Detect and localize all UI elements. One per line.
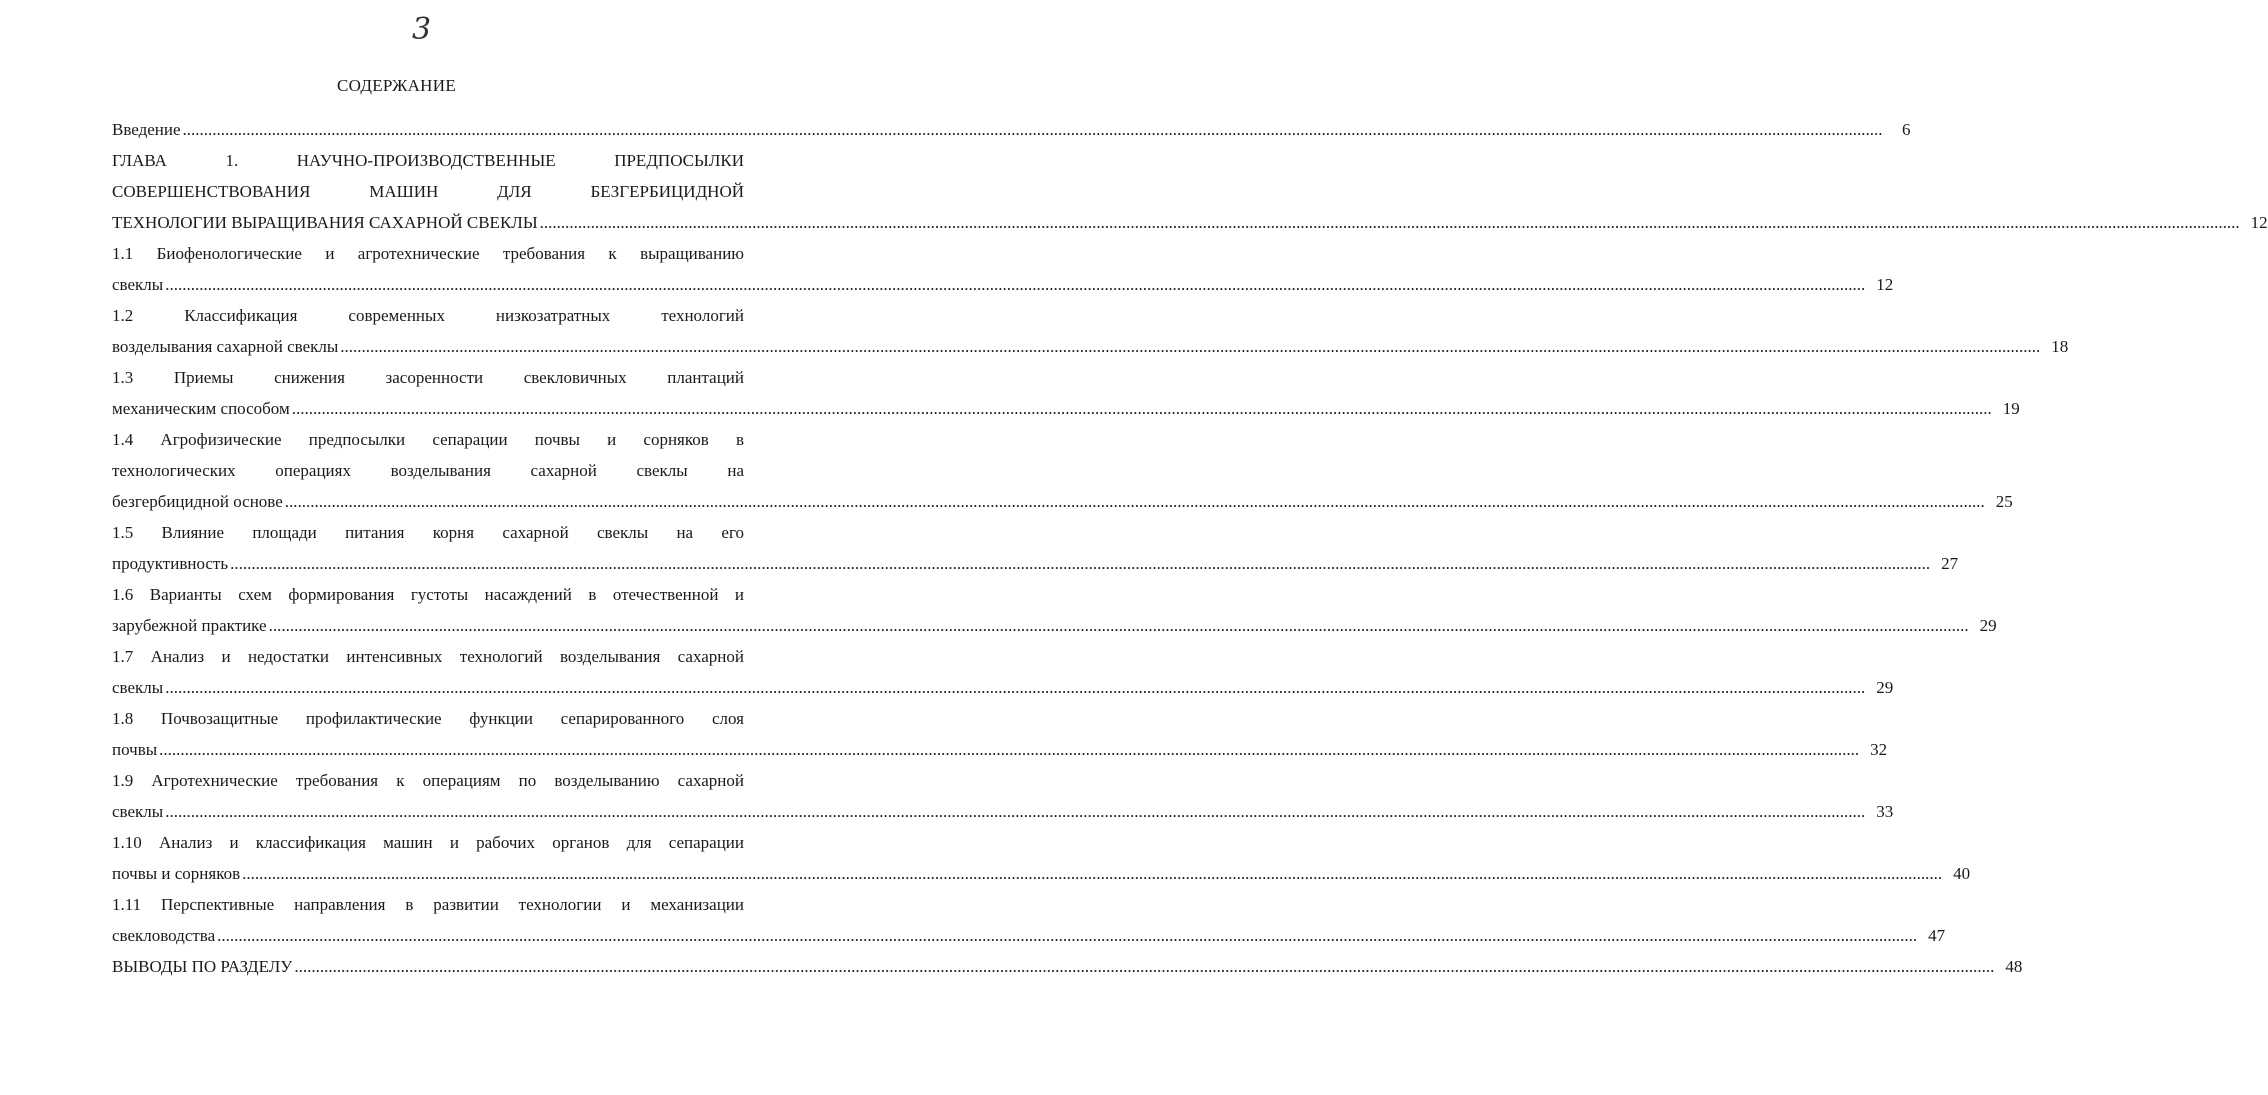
dot-leader: ................................................................................................................................................................................................................................................................................................................................................................................................................: [284, 492, 1985, 511]
toc-entry-text: 1.7 Анализ и недостатки интенсивных технологий возделывания сахарной: [112, 647, 744, 666]
toc-entry-text: свеклы: [112, 802, 164, 821]
toc-entry-text: 1.2 Классификация современных низкозатратных технологий: [112, 306, 744, 325]
toc-entry-last-line: [112, 209, 2268, 240]
toc-entry: [112, 767, 1894, 829]
dot-leader: ................................................................................................................................................................................................................................................................................................................................................................................................................: [165, 275, 1866, 294]
toc-entry: [112, 302, 2069, 364]
toc-entry-last-line: [112, 674, 1894, 705]
toc-entry-last-line: [112, 550, 1959, 581]
toc-entry-text: 1.6 Варианты схем формирования густоты насаждений в отечественной и: [112, 585, 744, 604]
toc-page-number: 12: [1876, 275, 1894, 294]
toc-entry-text: ГЛАВА 1. НАУЧНО-ПРОИЗВОДСТВЕННЫЕ ПРЕДПОСЫЛКИ: [112, 151, 744, 170]
toc-entry: [112, 240, 1894, 302]
dot-leader: ................................................................................................................................................................................................................................................................................................................................................................................................................: [539, 213, 2240, 232]
toc-entry-text: ТЕХНОЛОГИИ ВЫРАЩИВАНИЯ САХАРНОЙ СВЕКЛЫ: [112, 213, 538, 232]
toc-entry: [112, 643, 1894, 705]
dot-leader: ................................................................................................................................................................................................................................................................................................................................................................................................................: [165, 678, 1866, 697]
dot-leader: ................................................................................................................................................................................................................................................................................................................................................................................................................: [182, 120, 1883, 139]
toc-entry: [112, 147, 2268, 240]
toc-page-number: 25: [1995, 492, 2013, 511]
toc-page-number: 29: [1979, 616, 1997, 635]
dot-leader: ................................................................................................................................................................................................................................................................................................................................................................................................................: [165, 802, 1866, 821]
dot-leader: ................................................................................................................................................................................................................................................................................................................................................................................................................: [217, 926, 1918, 945]
toc-page-number: 18: [2051, 337, 2069, 356]
toc-entry-last-line: [112, 612, 1997, 643]
toc-entry-text: свеклы: [112, 275, 164, 294]
toc-entry-last-line: [112, 736, 1888, 767]
dot-leader: ................................................................................................................................................................................................................................................................................................................................................................................................................: [268, 616, 1969, 635]
toc-entry-last-line: [112, 271, 1894, 302]
toc-entry-last-line: [112, 953, 2023, 984]
toc-entry: [112, 364, 2020, 426]
table-of-contents: [112, 116, 2268, 984]
toc-entry-text: 1.8 Почвозащитные профилактические функции сепарированного слоя: [112, 709, 744, 728]
dot-leader: ................................................................................................................................................................................................................................................................................................................................................................................................................: [230, 554, 1931, 573]
toc-entry-text: 1.11 Перспективные направления в развитии технологии и механизации: [112, 895, 744, 914]
toc-entry-text: возделывания сахарной свеклы: [112, 337, 339, 356]
dot-leader: ................................................................................................................................................................................................................................................................................................................................................................................................................: [340, 337, 2041, 356]
toc-entry-text: 1.9 Агротехнические требования к операциям по возделыванию сахарной: [112, 771, 744, 790]
toc-entry-text: 1.10 Анализ и классификация машин и рабочих органов для сепарации: [112, 833, 744, 852]
toc-entry: [112, 426, 2013, 519]
toc-entry-text: 1.5 Влияние площади питания корня сахарной свеклы на его: [112, 523, 744, 542]
toc-page-number: 19: [2002, 399, 2020, 418]
toc-page-number: 47: [1928, 926, 1946, 945]
toc-entry: [112, 116, 1911, 147]
toc-entry-last-line: [112, 860, 1971, 891]
toc-page-number: 32: [1870, 740, 1888, 759]
toc-page-number: 27: [1941, 554, 1959, 573]
dot-leader: ................................................................................................................................................................................................................................................................................................................................................................................................................: [294, 957, 1995, 976]
toc-entry: [112, 519, 1959, 581]
toc-page-number: 29: [1876, 678, 1894, 697]
page-title: СОДЕРЖАНИЕ: [336, 76, 457, 95]
toc-entry-text: Введение: [112, 120, 181, 139]
toc-entry: [112, 953, 2023, 984]
toc-entry-text: 1.1 Биофенологические и агротехнические требования к выращиванию: [112, 244, 744, 263]
toc-entry-last-line: [112, 395, 2020, 426]
toc-entry-last-line: [112, 798, 1894, 829]
toc-page-number: 33: [1876, 802, 1894, 821]
toc-entry-text: механическим способом: [112, 399, 290, 418]
toc-entry-text: безгербицидной основе: [112, 492, 283, 511]
toc-entry-text: продуктивность: [112, 554, 229, 573]
dot-leader: ................................................................................................................................................................................................................................................................................................................................................................................................................: [159, 740, 1860, 759]
toc-page-number: 48: [2005, 957, 2023, 976]
toc-entry: [112, 891, 1946, 953]
toc-entry-text: СОВЕРШЕНСТВОВАНИЯ МАШИН ДЛЯ БЕЗГЕРБИЦИДНОЙ: [112, 182, 744, 201]
page-number: 3: [412, 12, 432, 47]
toc-entry-last-line: [112, 922, 1946, 953]
toc-entry-last-line: [112, 333, 2069, 364]
toc-entry: [112, 581, 1997, 643]
toc-entry: [112, 705, 1888, 767]
toc-page-number: 6: [1902, 120, 1911, 139]
toc-entry-text: свекловодства: [112, 926, 216, 945]
toc-entry-text: 1.3 Приемы снижения засоренности свекловичных плантаций: [112, 368, 744, 387]
toc-page-number: 12: [2250, 213, 2268, 232]
toc-entry: [112, 829, 1971, 891]
dot-leader: ................................................................................................................................................................................................................................................................................................................................................................................................................: [291, 399, 1992, 418]
toc-entry-text: технологических операциях возделывания сахарной свеклы на: [112, 461, 744, 480]
dot-leader: ................................................................................................................................................................................................................................................................................................................................................................................................................: [242, 864, 1943, 883]
toc-page-number: 40: [1953, 864, 1971, 883]
toc-entry-text: зарубежной практике: [112, 616, 267, 635]
toc-entry-text: почвы: [112, 740, 158, 759]
toc-entry-last-line: [112, 488, 2013, 519]
toc-entry-text: почвы и сорняков: [112, 864, 241, 883]
toc-entry-text: свеклы: [112, 678, 164, 697]
toc-entry-text: 1.4 Агрофизические предпосылки сепарации почвы и сорняков в: [112, 430, 744, 449]
toc-entry-last-line: [112, 116, 1911, 147]
toc-entry-text: ВЫВОДЫ ПО РАЗДЕЛУ: [112, 957, 293, 976]
